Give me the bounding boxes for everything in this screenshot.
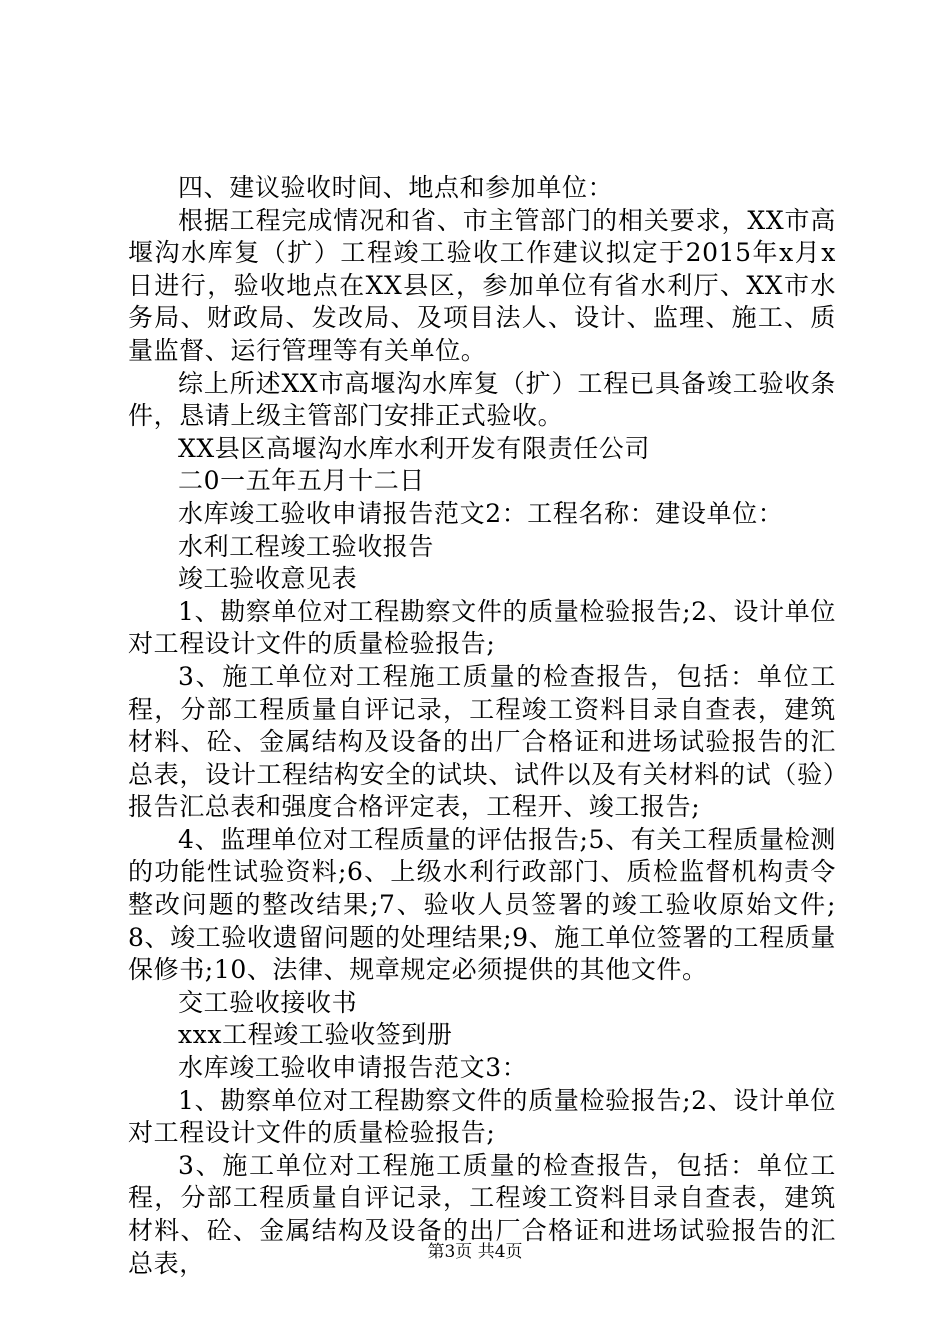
- report-title: 水利工程竣工验收报告: [178, 531, 435, 561]
- handover-title: 交工验收接收书: [178, 987, 358, 1017]
- paragraph-summary: 综上所述XX市高堰沟水库复（扩）工程已具备竣工验收条件，恳请上级主管部门安排正式验收。: [128, 368, 836, 431]
- sample-2-heading: 水库竣工验收申请报告范文2：工程名称：建设单位：: [178, 498, 784, 528]
- page-footer: 第3页 共4页: [427, 1242, 523, 1262]
- list-item-construction-report: 3、施工单位对工程施工质量的检查报告，包括：单位工程，分部工程质量自评记录，工程竣工资料目录自查表，建筑材料、砼、金属结构及设备的出厂合格证和进场试验报告的汇总表，设计工程结构安全的试块、试件以及有关材料的试（验）报告汇总表和强度合格评定表，工程开、竣工报告;: [128, 661, 836, 822]
- list-item-survey-design: 1、勘察单位对工程勘察文件的质量检验报告;2、设计单位对工程设计文件的质量检验报告;: [128, 596, 836, 659]
- company-signature: XX县区高堰沟水库水利开发有限责任公司: [178, 433, 650, 463]
- date-line: 二0一五年五月十二日: [178, 466, 425, 496]
- sign-in-register-title: xxx工程竣工验收签到册: [178, 1020, 453, 1050]
- opinion-form-title: 竣工验收意见表: [178, 564, 358, 594]
- list-item-construction-report-2: 3、施工单位对工程施工质量的检查报告，包括：单位工程，分部工程质量自评记录，工程竣工资料目录自查表，建筑材料、砼、金属结构及设备的出厂合格证和进场试验报告的汇总表，: [128, 1150, 836, 1278]
- paragraph-acceptance-schedule: 根据工程完成情况和省、市主管部门的相关要求，XX市高堰沟水库复（扩）工程竣工验收工作建议拟定于2015年x月x日进行，验收地点在XX县区，参加单位有省水利厅、XX市水务局、财政局、发改局、及项目法人、设计、监理、施工、质量监督、运行管理等有关单位。: [128, 205, 836, 365]
- document-body: [128, 172, 836, 1280]
- list-item-survey-design-2: 1、勘察单位对工程勘察文件的质量检验报告;2、设计单位对工程设计文件的质量检验报告;: [128, 1085, 836, 1148]
- list-item-supervision-report: 4、监理单位对工程质量的评估报告;5、有关工程质量检测的功能性试验资料;6、上级水利行政部门、质检监督机构责令整改问题的整改结果;7、验收人员签署的竣工验收原始文件;8、竣工验收遗留问题的处理结果;9、施工单位签署的工程质量保修书;10、法律、规章规定必须提供的其他文件。: [128, 824, 836, 985]
- sample-3-heading: 水库竣工验收申请报告范文3：: [178, 1053, 528, 1083]
- section-heading: 四、建议验收时间、地点和参加单位：: [178, 173, 614, 202]
